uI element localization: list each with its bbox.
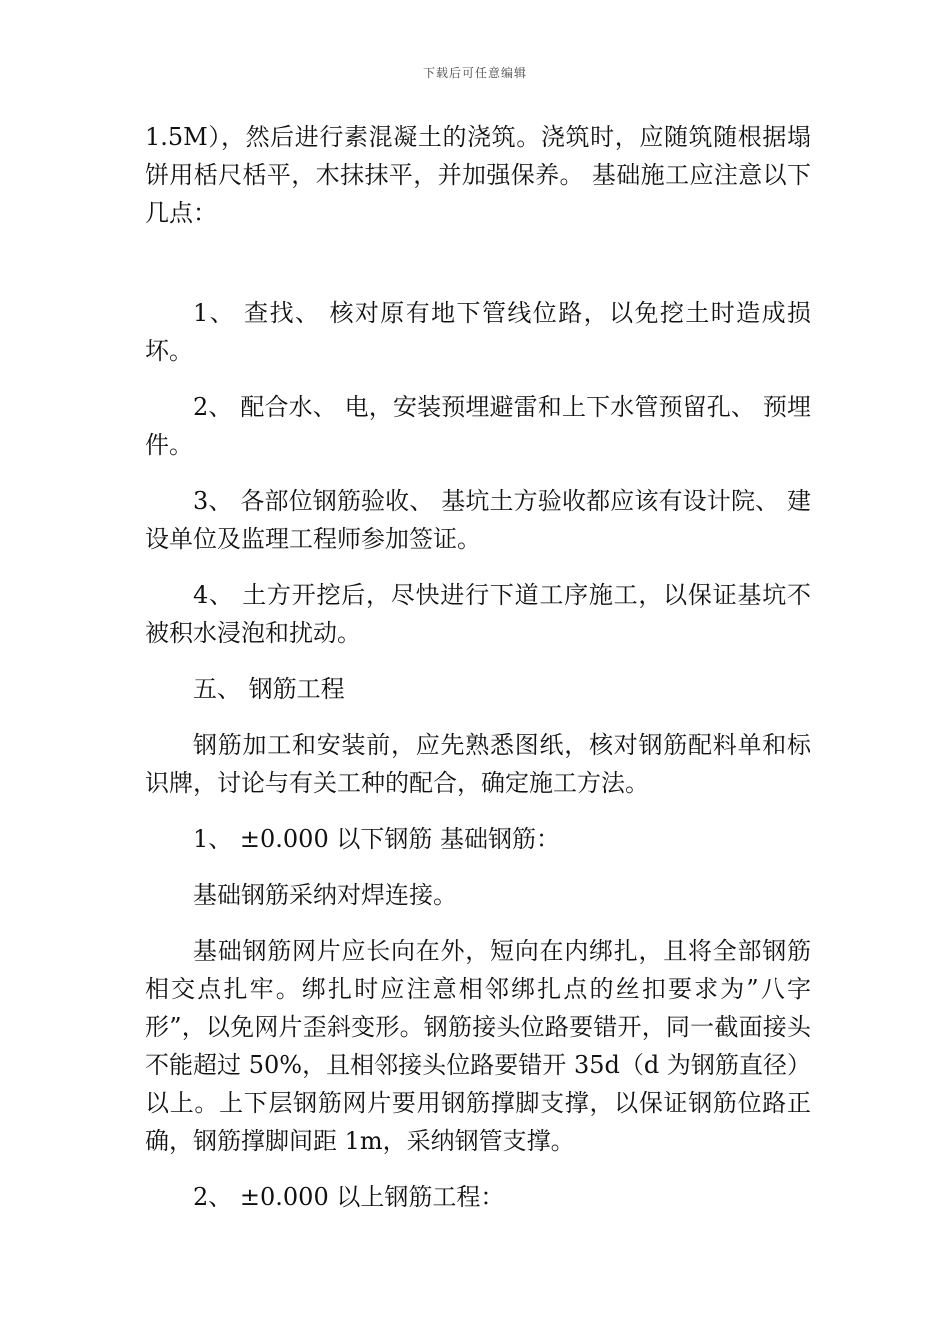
paragraph-item-4-excavation: 4、 土方开挖后，尽快进行下道工序施工，以保证基坑不被积水浸泡和扰动。 (145, 581, 811, 647)
paragraph-rebar-below-zero: 1、 ±0.000 以下钢筋 基础钢筋： (193, 825, 560, 853)
paragraph-item-1-pipelines: 1、 查找、 核对原有地下管线位路，以免挖土时造成损坏。 (145, 299, 811, 365)
paragraph-rebar-above-zero: 2、 ±0.000 以上钢筋工程： (193, 1183, 505, 1211)
paragraph-foundation-continued: 1.5M），然后进行素混凝土的浇筑。浇筑时，应随筑随根据塌饼用栝尺栝平，木抹抹平，并加强保养。 基础施工应注意以下几点： (145, 123, 811, 227)
paragraph-item-3-inspection: 3、 各部位钢筋验收、 基坑土方验收都应该有设计院、 建设单位及监理工程师参加签证。 (145, 487, 811, 553)
paragraph-rebar-mesh: 基础钢筋网片应长向在外，短向在内绑扎，且将全部钢筋相交点扎牢。绑扎时应注意相邻绑扎点的丝扣要求为”八字形”，以免网片歪斜变形。钢筋接头位路要错开，同一截面接头不能超过 50%，且相邻接头位路要错开 35d（d 为钢筋直径）以上。上下层钢筋网片要用钢筋撑脚支撑，以保证钢筋位路正确，钢筋撑脚间距 1m，采纳钢管支撑。 (145, 937, 811, 1155)
section-heading-rebar: 五、 钢筋工程 (193, 675, 345, 703)
page-header-note: 下载后可任意编辑 (422, 66, 527, 80)
paragraph-butt-welding: 基础钢筋采纳对焊连接。 (193, 881, 457, 909)
paragraph-item-2-embedded-parts: 2、 配合水、 电，安装预埋避雷和上下水管预留孔、 预埋件。 (145, 393, 811, 459)
paragraph-rebar-intro: 钢筋加工和安装前，应先熟悉图纸，核对钢筋配料单和标识牌，讨论与有关工种的配合，确定施工方法。 (145, 731, 811, 797)
document-body (145, 118, 811, 1234)
